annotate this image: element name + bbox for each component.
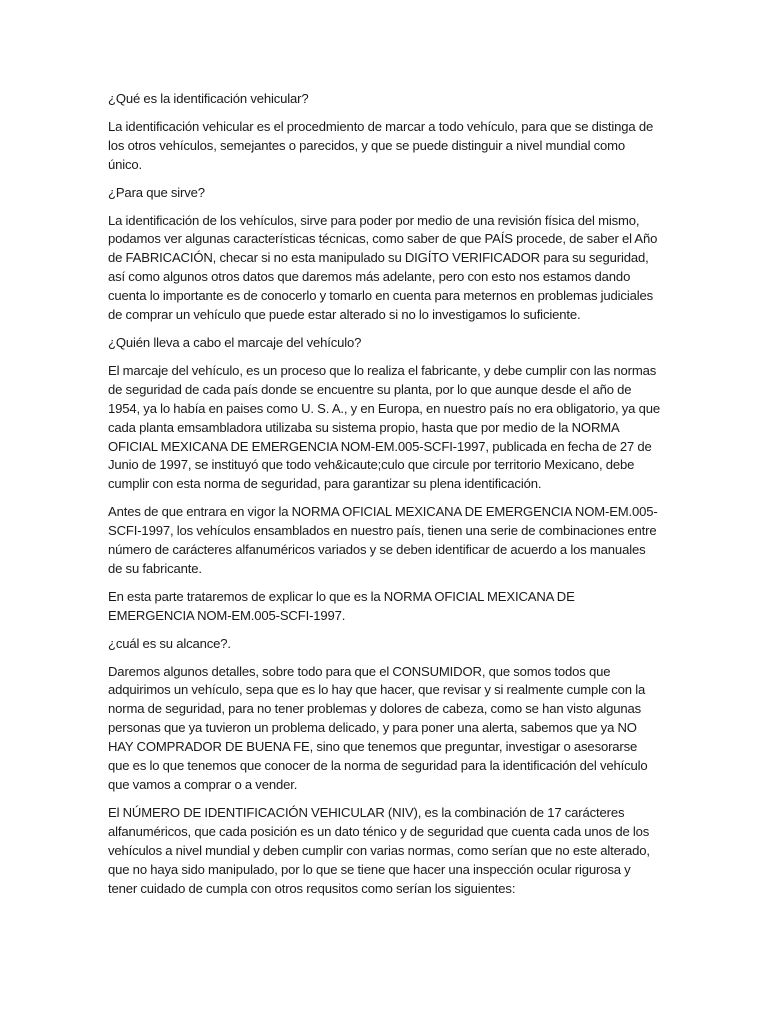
question-heading: ¿Para que sirve? — [108, 184, 205, 200]
paragraph: El NÚMERO DE IDENTIFICACIÓN VEHICULAR (NIV), es la combinación de 17 carácteres alfanuméricos, que cada posición es un dato ténico y de seguridad que cuenta cada unos de los vehículos a nivel mundial y deben cumplir con varias normas, como serían que no este alterado, que no haya sido manipulado, por lo que se tiene que hacer una inspección ocular rigurosa y tener cuidado de cumpla con otros requsitos como serían los siguientes: — [108, 804, 650, 896]
paragraph: Antes de que entrara en vigor la NORMA OFICIAL MEXICANA DE EMERGENCIA NOM-EM.005-SCFI-1997, los vehículos ensamblados en nuestro país, tienen una serie de combinaciones entre número de carácteres alfanuméricos variados y se deben identificar de acuerdo a los manuales de su fabricante. — [108, 504, 658, 576]
question-heading: ¿cuál es su alcance?. — [108, 635, 231, 651]
paragraph: La identificación de los vehículos, sirve para poder por medio de una revisión física del mismo, podamos ver algunas características técnicas, como saber de que PAÍS procede, de saber el Año de FABRICACIÓN, checar si no esta manipulado su DIGÍTO VERIFICADOR para su seguridad, así como algunos otros datos que daremos más adelante, pero con esto nos estamos dando cuenta lo importante es de conocerlo y tomarlo en cuenta para meternos en problemas judiciales de comprar un vehículo que puede estar alterado si no lo investigamos lo suficiente. — [108, 212, 658, 323]
question-heading: ¿Quién lleva a cabo el marcaje del vehículo? — [108, 334, 362, 350]
document-body — [108, 90, 661, 907]
paragraph: El marcaje del vehículo, es un proceso que lo realiza el fabricante, y debe cumplir con las normas de seguridad de cada país donde se encuentre su planta, por lo que aunque desde el año de 1954, ya lo había en paises como U. S. A., y en Europa, en nuestro país no era obligatorio, ya que cada planta emsambladora utilizaba su sistema propio, hasta que por medio de la NORMA OFICIAL MEXICANA DE EMERGENCIA NOM-EM.005-SCFI-1997, publicada en fecha de 27 de Junio de 1997, se instituyó que todo veh&icaute;culo que circule por territorio Mexicano, debe cumplir con esta norma de seguridad, para garantizar su plena identificación. — [108, 362, 660, 492]
paragraph: La identificación vehicular es el procedmiento de marcar a todo vehículo, para que se distinga de los otros vehículos, semejantes o parecidos, y que se puede distinguir a nivel mundial como único. — [108, 118, 654, 172]
paragraph: En esta parte trataremos de explicar lo que es la NORMA OFICIAL MEXICANA DE EMERGENCIA NOM-EM.005-SCFI-1997. — [108, 588, 575, 623]
question-heading: ¿Qué es la identificación vehicular? — [108, 91, 309, 106]
paragraph: Daremos algunos detalles, sobre todo para que el CONSUMIDOR, que somos todos que adquirimos un vehículo, sepa que es lo hay que hacer, que revisar y si realmente cumple con la norma de seguridad, para no tener problemas y dolores de cabeza, como se han visto algunas personas que ya tuvieron un problema delicado, y para poner una alerta, sabemos que ya NO HAY COMPRADOR DE BUENA FE, sino que tenemos que preguntar, investigar o asesorarse que es lo que tenemos que conocer de la norma de seguridad para la identificación del vehículo que vamos a comprar o a vender. — [108, 663, 648, 792]
